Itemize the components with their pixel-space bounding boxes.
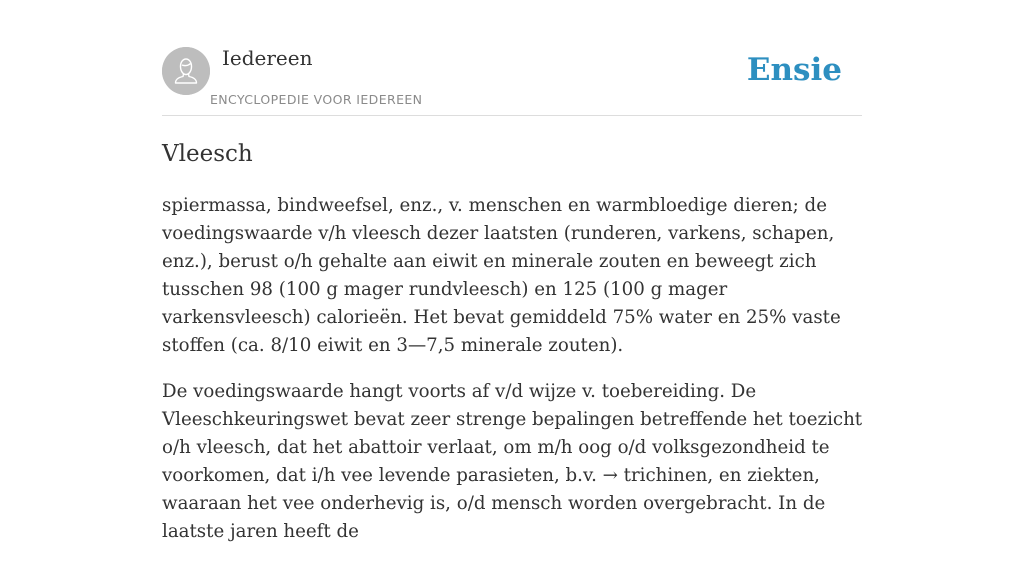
article-body	[162, 192, 864, 564]
article-paragraph: De voedingswaarde hangt voorts af v/d wijze v. toebereiding. De Vleeschkeuringswet bevat zeer strenge bepalingen betreffende het toezicht o/h vleesch, dat het abattoir verlaat, om m/h oog o/d volksgezondheid te voorkomen, dat i/h vee levende parasieten, b.v. → trichinen, en ziekten, waaraan het vee onderhevig is, o/d mensch worden overgebracht. In de laatste jaren heeft de	[162, 381, 863, 542]
site-subtitle: ENCYCLOPEDIE VOOR IEDEREEN	[210, 92, 423, 107]
content-container	[162, 0, 863, 542]
article-paragraph: spiermassa, bindweefsel, enz., v. menschen en warmbloedige dieren; de voedingswaarde v/h vleesch dezer laatsten (runderen, varkens, schapen, enz.), berust o/h gehalte aan eiwit en minerale zouten en beweegt zich tusschen 98 (100 g mager rundvleesch) en 125 (100 g mager varkensvleesch) calorieën. Het bevat gemiddeld 75% water en 25% vaste stoffen (ca. 8/10 eiwit en 3—7,5 minerale zouten).	[162, 195, 841, 356]
article-title: Vleesch	[162, 141, 253, 167]
author-name[interactable]: Iedereen	[222, 46, 313, 70]
user-icon[interactable]	[162, 47, 210, 95]
page-header	[162, 0, 862, 116]
brand-logo[interactable]: Ensie	[746, 52, 842, 88]
